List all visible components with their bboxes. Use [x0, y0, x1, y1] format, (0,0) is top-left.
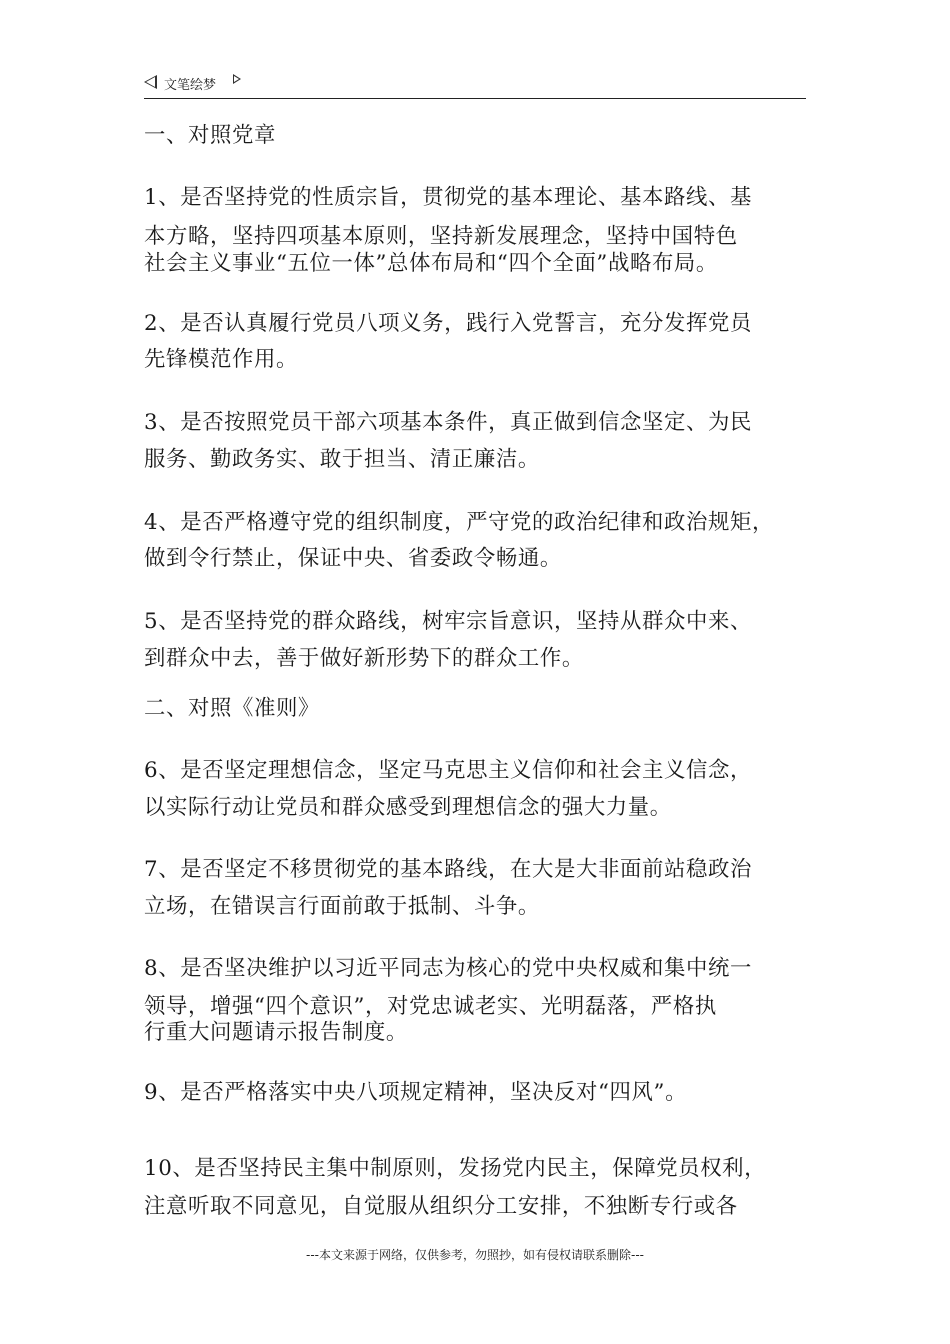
text-line: 领导，增强“四个意识”，对党忠诚老实、光明磊落，严格执 — [144, 994, 717, 1019]
right-triangle-icon — [233, 74, 241, 84]
text-line: 以实际行动让党员和群众感受到理想信念的强大力量。 — [144, 795, 672, 820]
footer-disclaimer: ---本文来源于网络，仅供参考，勿照抄，如有侵权请联系删除--- — [306, 1248, 644, 1262]
text-line: 2、是否认真履行党员八项义务，践行入党誓言，充分发挥党员 — [144, 311, 752, 336]
text-line: 1、是否坚持党的性质宗旨，贯彻党的基本理论、基本路线、基 — [144, 185, 752, 210]
text-line: 到群众中去，善于做好新形势下的群众工作。 — [144, 646, 584, 671]
text-line: 服务、勤政务实、敢于担当、清正廉洁。 — [144, 447, 540, 472]
text-line: 9、是否严格落实中央八项规定精神，坚决反对“四风”。 — [144, 1080, 688, 1105]
text-line: 7、是否坚定不移贯彻党的基本路线，在大是大非面前站稳政治 — [144, 857, 752, 882]
text-line: 5、是否坚持党的群众路线，树牢宗旨意识，坚持从群众中来、 — [144, 609, 752, 634]
text-line: 4、是否严格遵守党的组织制度，严守党的政治纪律和政治规矩， — [144, 510, 774, 535]
text-line: 注意听取不同意见，自觉服从组织分工安排，不独断专行或各 — [144, 1194, 738, 1219]
text-line: 社会主义事业“五位一体”总体布局和“四个全面”战略布局。 — [144, 251, 718, 276]
page-header — [144, 72, 806, 99]
text-line: 10、是否坚持民主集中制原则，发扬党内民主，保障党员权利， — [144, 1156, 767, 1181]
left-triangle-icon — [144, 75, 157, 89]
text-line: 本方略，坚持四项基本原则，坚持新发展理念，坚持中国特色 — [144, 224, 738, 249]
text-line: 先锋模范作用。 — [144, 347, 298, 372]
text-line: 做到令行禁止，保证中央、省委政令畅通。 — [144, 546, 562, 571]
text-line: 3、是否按照党员干部六项基本条件，真正做到信念坚定、为民 — [144, 410, 752, 435]
text-line: 立场，在错误言行面前敢于抵制、斗争。 — [144, 894, 540, 919]
text-line: 6、是否坚定理想信念，坚定马克思主义信仰和社会主义信念， — [144, 758, 752, 783]
header-title: 文笔绘梦 — [164, 78, 217, 93]
section-heading: 二、对照《准则》 — [144, 696, 320, 721]
section-heading: 一、对照党章 — [144, 123, 276, 148]
text-line: 行重大问题请示报告制度。 — [144, 1020, 408, 1045]
text-line: 8、是否坚决维护以习近平同志为核心的党中央权威和集中统一 — [144, 956, 752, 981]
